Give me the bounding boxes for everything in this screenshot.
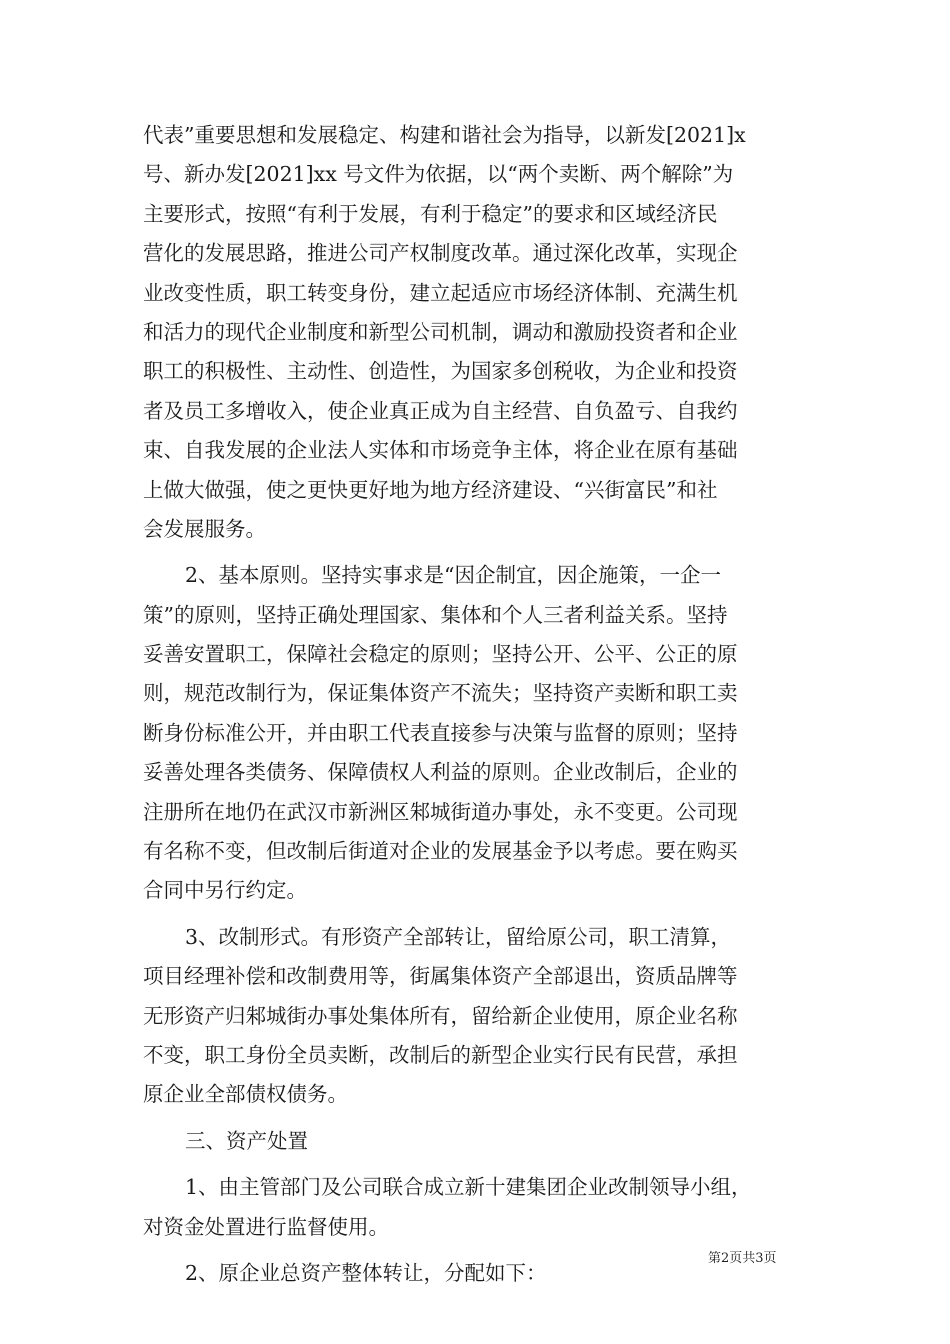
text-line: 营化的发展思路，推进公司产权制度改革。通过深化改革，实现企 [143, 241, 738, 266]
paragraph-start-basic-principles: 2、基本原则。坚持实事求是“因企制宜，因企施策，一企一 [185, 563, 722, 588]
text-line: 束、自我发展的企业法人实体和市场竞争主体，将企业在原有基础 [143, 438, 738, 463]
text-line: 妥善处理各类债务、保障债权人利益的原则。企业改制后，企业的 [143, 760, 738, 785]
text-line: 代表”重要思想和发展稳定、构建和谐社会为指导，以新发[2021]x [143, 123, 746, 147]
text-line: 不变，职工身份全员卖断，改制后的新型企业实行民有民营，承担 [143, 1042, 738, 1067]
text-line: 上做大做强，使之更快更好地为地方经济建设、“兴街富民”和社 [143, 477, 718, 502]
text-line: 合同中另行约定。 [143, 878, 307, 903]
paragraph-start-item-1: 1、由主管部门及公司联合成立新十建集团企业改制领导小组， [185, 1175, 752, 1200]
section-heading-asset-disposal: 三、资产处置 [185, 1128, 308, 1153]
text-line: 项目经理补偿和改制费用等，街属集体资产全部退出，资质品牌等 [143, 964, 738, 989]
paragraph-start-item-2: 2、原企业总资产整体转让，分配如下： [185, 1260, 547, 1285]
text-line: 妥善安置职工，保障社会稳定的原则；坚持公开、公平、公正的原 [143, 642, 738, 667]
text-line: 无形资产归邾城街办事处集体所有，留给新企业使用，原企业名称 [143, 1003, 738, 1028]
text-line: 职工的积极性、主动性、创造性，为国家多创税收，为企业和投资 [143, 359, 738, 384]
text-line: 和活力的现代企业制度和新型公司机制，调动和激励投资者和企业 [143, 319, 738, 344]
text-line: 策”的原则，坚持正确处理国家、集体和个人三者利益关系。坚持 [143, 602, 728, 627]
body-text [143, 116, 813, 1293]
text-line: 会发展服务。 [143, 516, 266, 541]
text-line: 者及员工多增收入，使企业真正成为自主经营、自负盈亏、自我约 [143, 398, 738, 423]
text-line: 则，规范改制行为，保证集体资产不流失；坚持资产卖断和职工卖 [143, 681, 738, 706]
text-line: 号、新办发[2021]xx 号文件为依据，以“两个卖断、两个解除”为 [143, 162, 734, 187]
text-line: 主要形式，按照“有利于发展，有利于稳定”的要求和区域经济民 [143, 201, 718, 226]
text-line: 业改变性质，职工转变身份，建立起适应市场经济体制、充满生机 [143, 280, 738, 305]
text-line: 断身份标准公开，并由职工代表直接参与决策与监督的原则；坚持 [143, 720, 738, 745]
paragraph-start-reform-form: 3、改制形式。有形资产全部转让，留给原公司，职工清算， [185, 924, 732, 949]
text-line: 有名称不变，但改制后街道对企业的发展基金予以考虑。要在购买 [143, 839, 738, 864]
text-line: 对资金处置进行监督使用。 [143, 1214, 389, 1239]
text-line: 原企业全部债权债务。 [143, 1082, 348, 1107]
page-number-footer: 第2页共3页 [708, 1251, 777, 1266]
text-line: 注册所在地仍在武汉市新洲区邾城街道办事处，永不变更。公司现 [143, 799, 738, 824]
